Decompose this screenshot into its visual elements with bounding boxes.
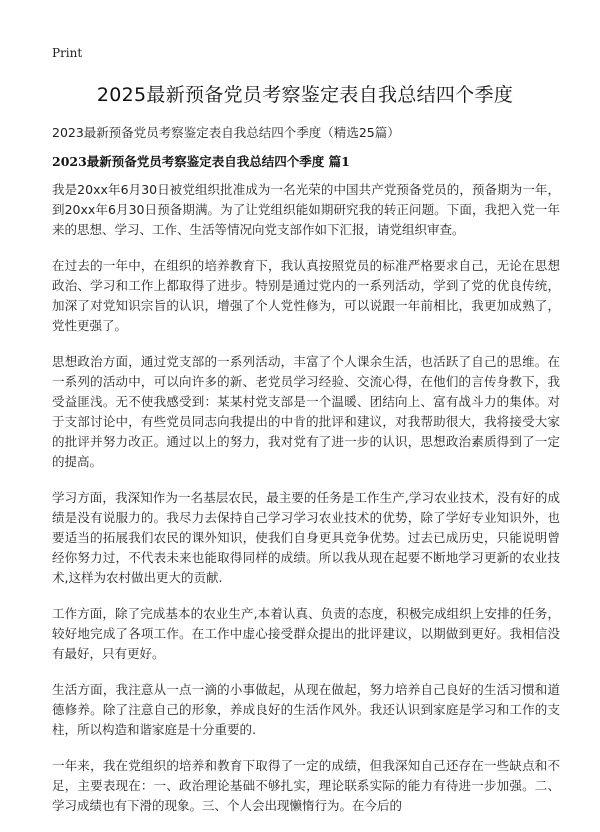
section-heading: 2023最新预备党员考察鉴定表自我总结四个季度 篇1: [52, 154, 350, 169]
document-body: [52, 180, 560, 832]
paragraph-5: 工作方面，除了完成基本的农业生产,本着认真、负责的态度，积极完成组织上安排的任务，较好地完成了各项工作。在工作中虚心接受群众提出的批评建议，以期做到更好。我相信没有最好，只有更好。: [52, 606, 560, 661]
page-title: 2025最新预备党员考察鉴定表自我总结四个季度: [96, 84, 514, 106]
document-subtitle: 2023最新预备党员考察鉴定表自我总结四个季度（精选25篇）: [52, 125, 400, 140]
paragraph-6: 生活方面，我注意从一点一滴的小事做起，从现在做起，努力培养自己良好的生活习惯和道德修养。除了注意自己的形象，养成良好的生活作风外。我还认识到家庭是学习和工作的支柱，所以构造和谐家庭是十分重要的.: [52, 682, 560, 737]
paragraph-7: 一年来，我在党组织的培养和教育下取得了一定的成绩，但我深知自己还存在一些缺点和不足，主要表现在：一、政治理论基础不够扎实，理论联系实际的能力有待进一步加强。二、学习成绩也有下滑的现象。三、个人会出现懒惰行为。在今后的: [52, 758, 560, 813]
paragraph-1: 我是20xx年6月30日被党组织批准成为一名光荣的中国共产党预备党员的，预备期为一年，到20xx年6月30日预备期满。为了让党组织能如期研究我的转正问题。下面，我把入党一年来的思想、学习、工作、生活等情况向党支部作如下汇报，请党组织审查。: [52, 182, 560, 237]
paragraph-2: 在过去的一年中，在组织的培养教育下，我认真按照党员的标准严格要求自己，无论在思想政治、学习和工作上都取得了进步。特别是通过党内的一系列活动，学到了党的优良传统，加深了对党知识宗旨的认识，增强了个人党性修为，可以说跟一年前相比，我更加成熟了，党性更强了。: [52, 258, 560, 333]
paragraph-4: 学习方面，我深知作为一名基层农民，最主要的任务是工作生产,学习农业技术，没有好的成绩是没有说服力的。我尽力去保持自己学习学习农业技术的优势，除了学好专业知识外，也要适当的拓展我们农民的课外知识，使我们自身更具竞争优势。过去已成历史，只能说明曾经你努力过，不代表未来也能取得同样的成绩。所以我从现在起要不断地学习更新的农业技术,这样为农村做出更大的贡献.: [52, 490, 560, 585]
paragraph-3: 思想政治方面，通过党支部的一系列活动，丰富了个人课余生活，也活跃了自己的思维。在一系列的活动中，可以向许多的新、老党员学习经验、交流心得，在他们的言传身教下，我受益匪浅。无不使我感受到：某某村党支部是一个温暖、团结向上、富有战斗力的集体。对于支部讨论中，有些党员同志向我提出的中肯的批评和建议，对我帮助很大，我将接受大家的批评并努力改正。通过以上的努力，我对党有了进一步的认识，思想政治素质得到了一定的提高。: [52, 354, 560, 469]
print-link[interactable]: Print: [52, 46, 83, 60]
